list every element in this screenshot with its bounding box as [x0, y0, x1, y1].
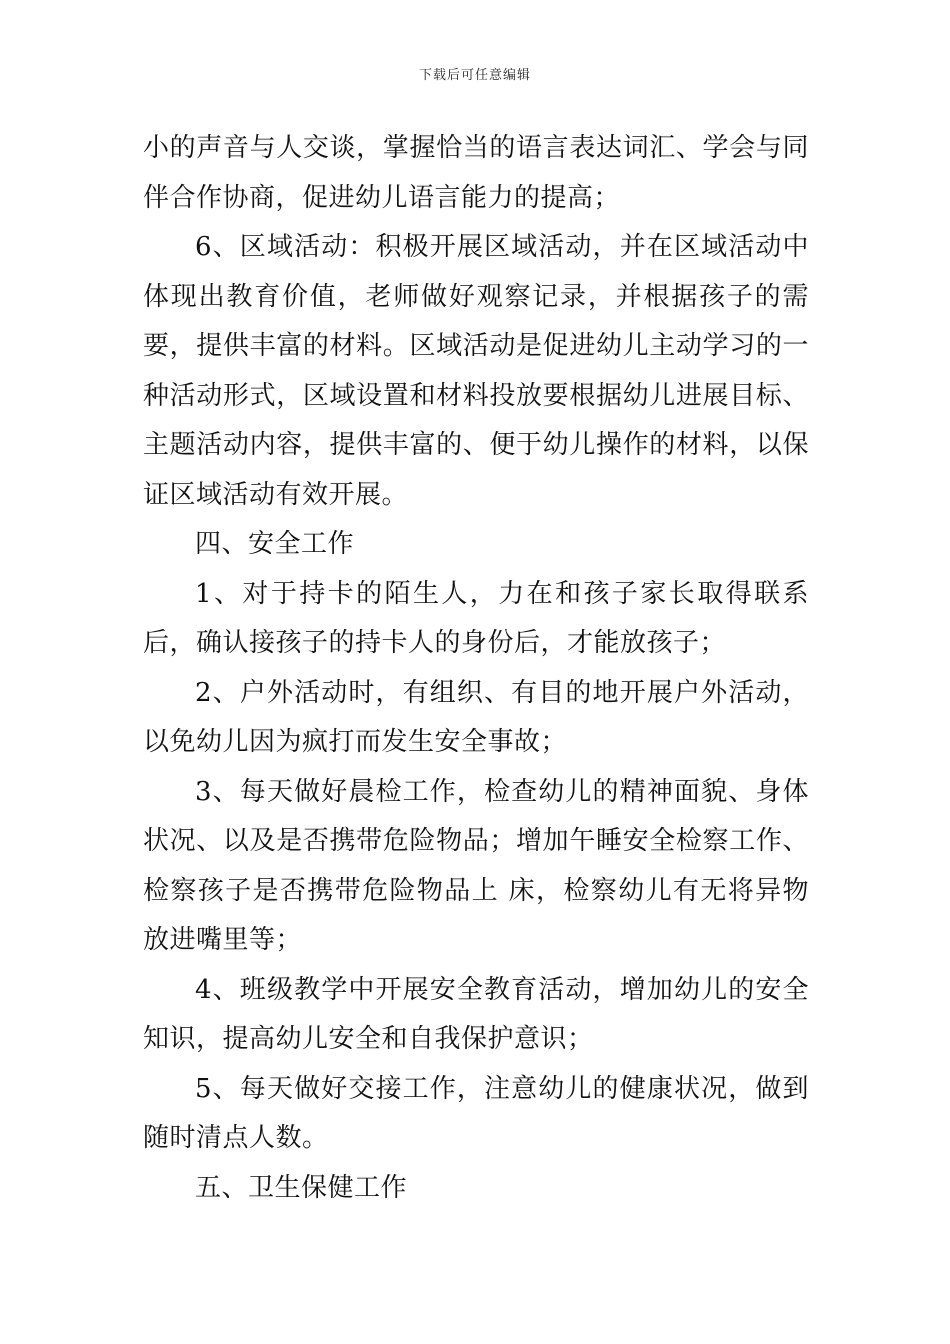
section-heading-health: 五、卫生保健工作	[195, 1172, 408, 1203]
paragraph-area-activities: 6、区域活动：积极开展区域活动，并在区域活动中体现出教育价值，老师做好观察记录，并根据孩子的需要，提供丰富的材料。区域活动是促进幼儿主动学习的一种活动形式，区域设置和材料投放要根据幼儿进展目标、主题活动内容，提供丰富的、便于幼儿操作的材料，以保证区域活动有效开展。	[143, 232, 809, 510]
section-heading-safety: 四、安全工作	[195, 529, 355, 559]
paragraph-safety-3: 3、每天做好晨检工作，检查幼儿的精神面貌、身体状况、以及是否携带危险物品；增加午睡安全检察工作、检察孩子是否携带危险物品上 床，检察幼儿有无将异物放进嘴里等；	[143, 776, 809, 955]
paragraph-safety-5: 5、每天做好交接工作，注意幼儿的健康状况，做到随时清点人数。	[143, 1073, 809, 1153]
header-note: 下载后可任意编辑	[418, 68, 531, 83]
paragraph-safety-1: 1、对于持卡的陌生人，力在和孩子家长取得联系后，确认接孩子的持卡人的身份后，才能放孩子；	[143, 578, 809, 658]
paragraph-1: 小的声音与人交谈，掌握恰当的语言表达词汇、学会与同伴合作协商，促进幼儿语言能力的提高；	[143, 133, 809, 213]
document-body	[143, 124, 809, 1213]
paragraph-safety-2: 2、户外活动时，有组织、有目的地开展户外活动，以免幼儿因为疯打而发生安全事故；	[143, 677, 809, 757]
paragraph-safety-4: 4、班级教学中开展安全教育活动，增加幼儿的安全知识，提高幼儿安全和自我保护意识；	[143, 974, 809, 1054]
